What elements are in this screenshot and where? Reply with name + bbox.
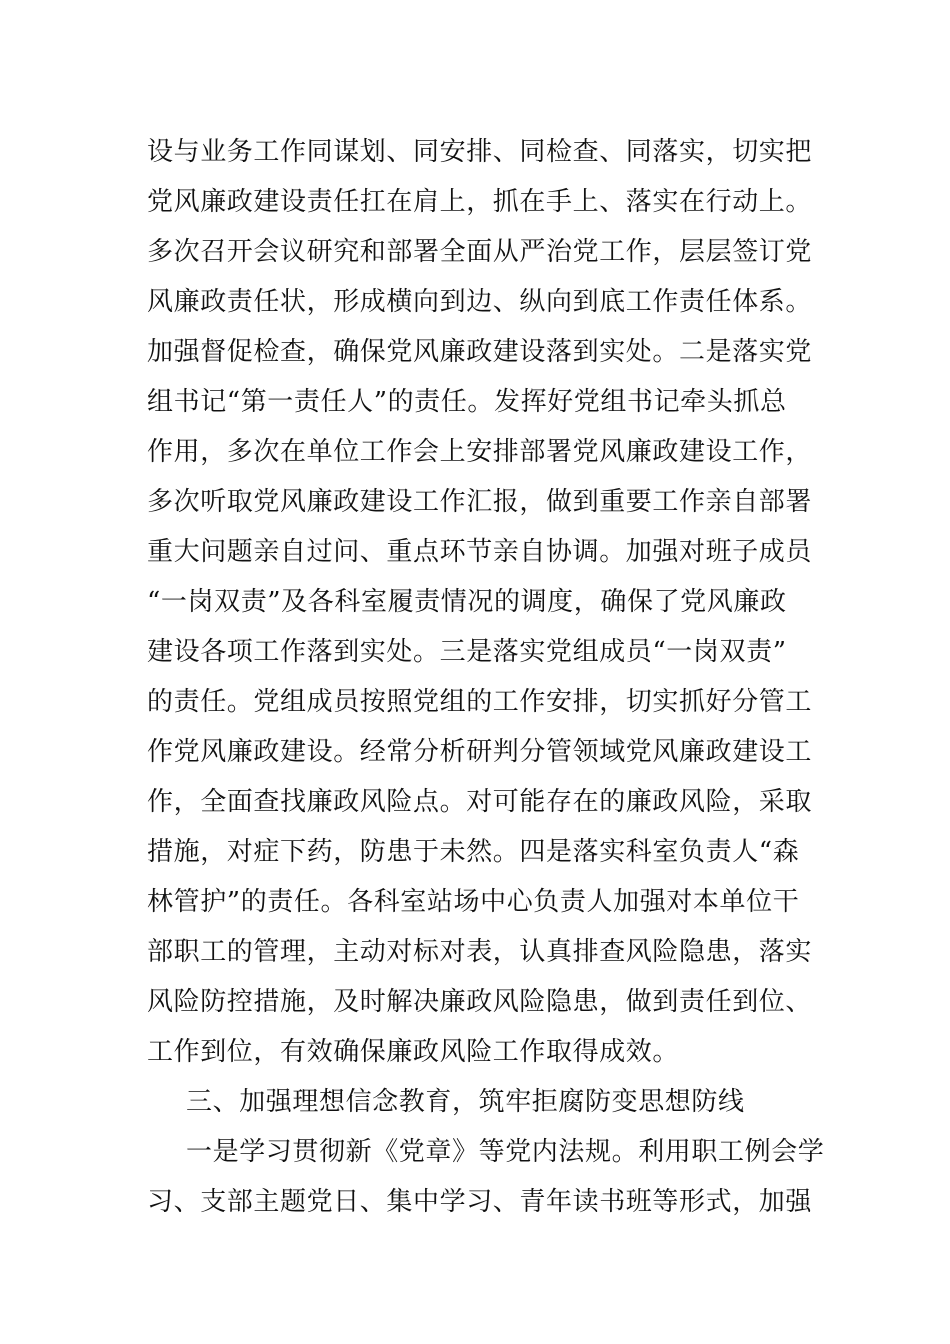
text-line: 多次听取党风廉政建设工作汇报，做到重要工作亲自部署 (147, 487, 813, 517)
text-line: 设与业务工作同谋划、同安排、同检查、同落实，切实把 (147, 137, 813, 167)
text-line: 的责任。党组成员按照党组的工作安排，切实抓好分管工 (147, 687, 813, 717)
section-heading: 三、加强理想信念教育，筑牢拒腐防变思想防线 (186, 1087, 745, 1117)
text-line: “一岗双责”及各科室履责情况的调度，确保了党风廉政 (147, 587, 787, 617)
text-line: 重大问题亲自过问、重点环节亲自协调。加强对班子成员 (147, 537, 813, 567)
text-line: 建设各项工作落到实处。三是落实党组成员“一岗双责” (147, 637, 787, 667)
text-line: 多次召开会议研究和部署全面从严治党工作，层层签订党 (147, 237, 813, 267)
text-line: 作用，多次在单位工作会上安排部署党风廉政建设工作， (147, 437, 813, 467)
text-line: 党风廉政建设责任扛在肩上，抓在手上、落实在行动上。 (147, 187, 813, 217)
text-line: 组书记“第一责任人”的责任。发挥好党组书记牵头抓总 (147, 387, 787, 417)
text-line: 工作到位，有效确保廉政风险工作取得成效。 (147, 1037, 680, 1067)
text-line: 习、支部主题党日、集中学习、青年读书班等形式，加强 (147, 1187, 813, 1217)
text-line: 林管护”的责任。各科室站场中心负责人加强对本单位干 (147, 887, 800, 917)
text-line: 作党风廉政建设。经常分析研判分管领域党风廉政建设工 (147, 737, 813, 767)
text-line: 风险防控措施，及时解决廉政风险隐患，做到责任到位、 (147, 987, 813, 1017)
text-line: 一是学习贯彻新《党章》等党内法规。利用职工例会学 (186, 1137, 825, 1167)
text-line: 风廉政责任状，形成横向到边、纵向到底工作责任体系。 (147, 287, 813, 317)
text-line: 加强督促检查，确保党风廉政建设落到实处。二是落实党 (147, 337, 813, 367)
text-line: 作，全面查找廉政风险点。对可能存在的廉政风险，采取 (147, 787, 813, 817)
text-line: 措施，对症下药，防患于未然。四是落实科室负责人“森 (147, 837, 800, 867)
text-line: 部职工的管理，主动对标对表，认真排查风险隐患，落实 (147, 937, 813, 967)
